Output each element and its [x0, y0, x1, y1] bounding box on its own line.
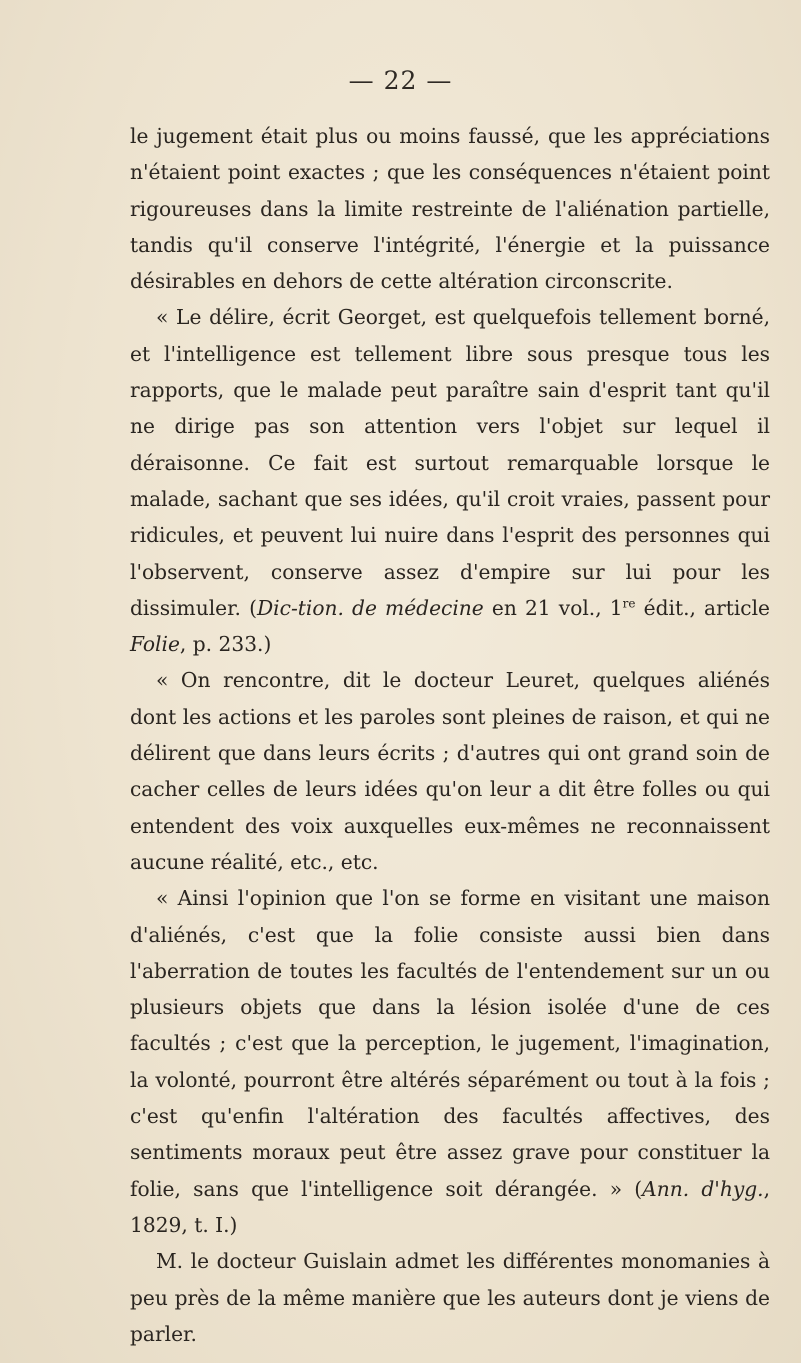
citation-end: , p. 233.): [179, 632, 272, 657]
citation-end: , 1829, t. I.): [130, 1176, 770, 1237]
citation-text: en 21 vol., 1: [483, 595, 623, 620]
paragraph-opinion-quote: [130, 880, 770, 1243]
paragraph-leuret-quote: [130, 662, 770, 880]
citation-text: édit., article: [635, 595, 771, 620]
paragraph-text: « Ainsi l'opinion que l'on se forme en visitant une maison d'aliénés, c'est que la folie consiste aussi bien dans l'aberration de toutes les facultés de l'entendement sur un ou plusieurs objets que dans la lésion isolée d'une de ces facultés ; c'est que la perception, le jugement, l'imagination, la volonté, pourront être altérés séparément ou tout à la fois ; c'est qu'enfin l'altération des facultés affectives, des sentiments moraux peut être assez grave pour constituer la folie, sans que l'intelligence soit dérangée. »: [130, 886, 770, 1201]
paragraph-text: le jugement était plus ou moins faussé, que les appréciations n'étaient point exactes ; que les conséquences n'étaient point rigoureuses dans la limite restreinte de l'aliénation partielle, tandis qu'il conserve l'intégrité, l'énergie et la puissance désirables en dehors de cette altération circonscrite.: [130, 124, 770, 294]
citation-open: (: [622, 1176, 643, 1201]
paragraph-text: « On rencontre, dit le docteur Leuret, quelques aliénés dont les actions et les paroles sont pleines de raison, et qui ne délirent que dans leurs écrits ; d'autres qui ont grand soin de cacher celles de leurs idées qu'on leur a dit être folles ou qui entendent des voix auxquelles eux-mêmes ne reconnaissent aucune réalité, etc., etc.: [130, 668, 770, 874]
citation-article: Folie: [130, 632, 180, 657]
body-text: [130, 118, 770, 1352]
paragraph-guislain: [130, 1243, 770, 1352]
paragraph-georget-quote: [130, 299, 770, 662]
paragraph-text: « Le délire, écrit Georget, est quelquefois tellement borné, et l'intelligence est tellement libre sous presque tous les rapports, que le malade peut paraître sain d'esprit tant qu'il ne dirige pas son attention vers l'objet sur lequel il déraisonne. Ce fait est surtout remarquable lorsque le malade, sachant que ses idées, qu'il croit vraies, passent pour ridicules, et peuvent lui nuire dans l'esprit des personnes qui l'observent, conserve assez d'empire sur lui pour les dissimuler.: [130, 305, 770, 620]
citation-superscript: re: [622, 596, 636, 611]
citation-title: Dic-tion. de médecine: [257, 595, 484, 620]
page-number: — 22 —: [348, 66, 453, 95]
paragraph-text: M. le docteur Guislain admet les différentes monomanies à peu près de la même manière que les auteurs dont je viens de parler.: [130, 1249, 770, 1346]
citation-open: (: [249, 595, 257, 620]
paragraph-continuation: [130, 118, 770, 299]
citation-title: Ann. d'hyg.: [642, 1176, 764, 1201]
